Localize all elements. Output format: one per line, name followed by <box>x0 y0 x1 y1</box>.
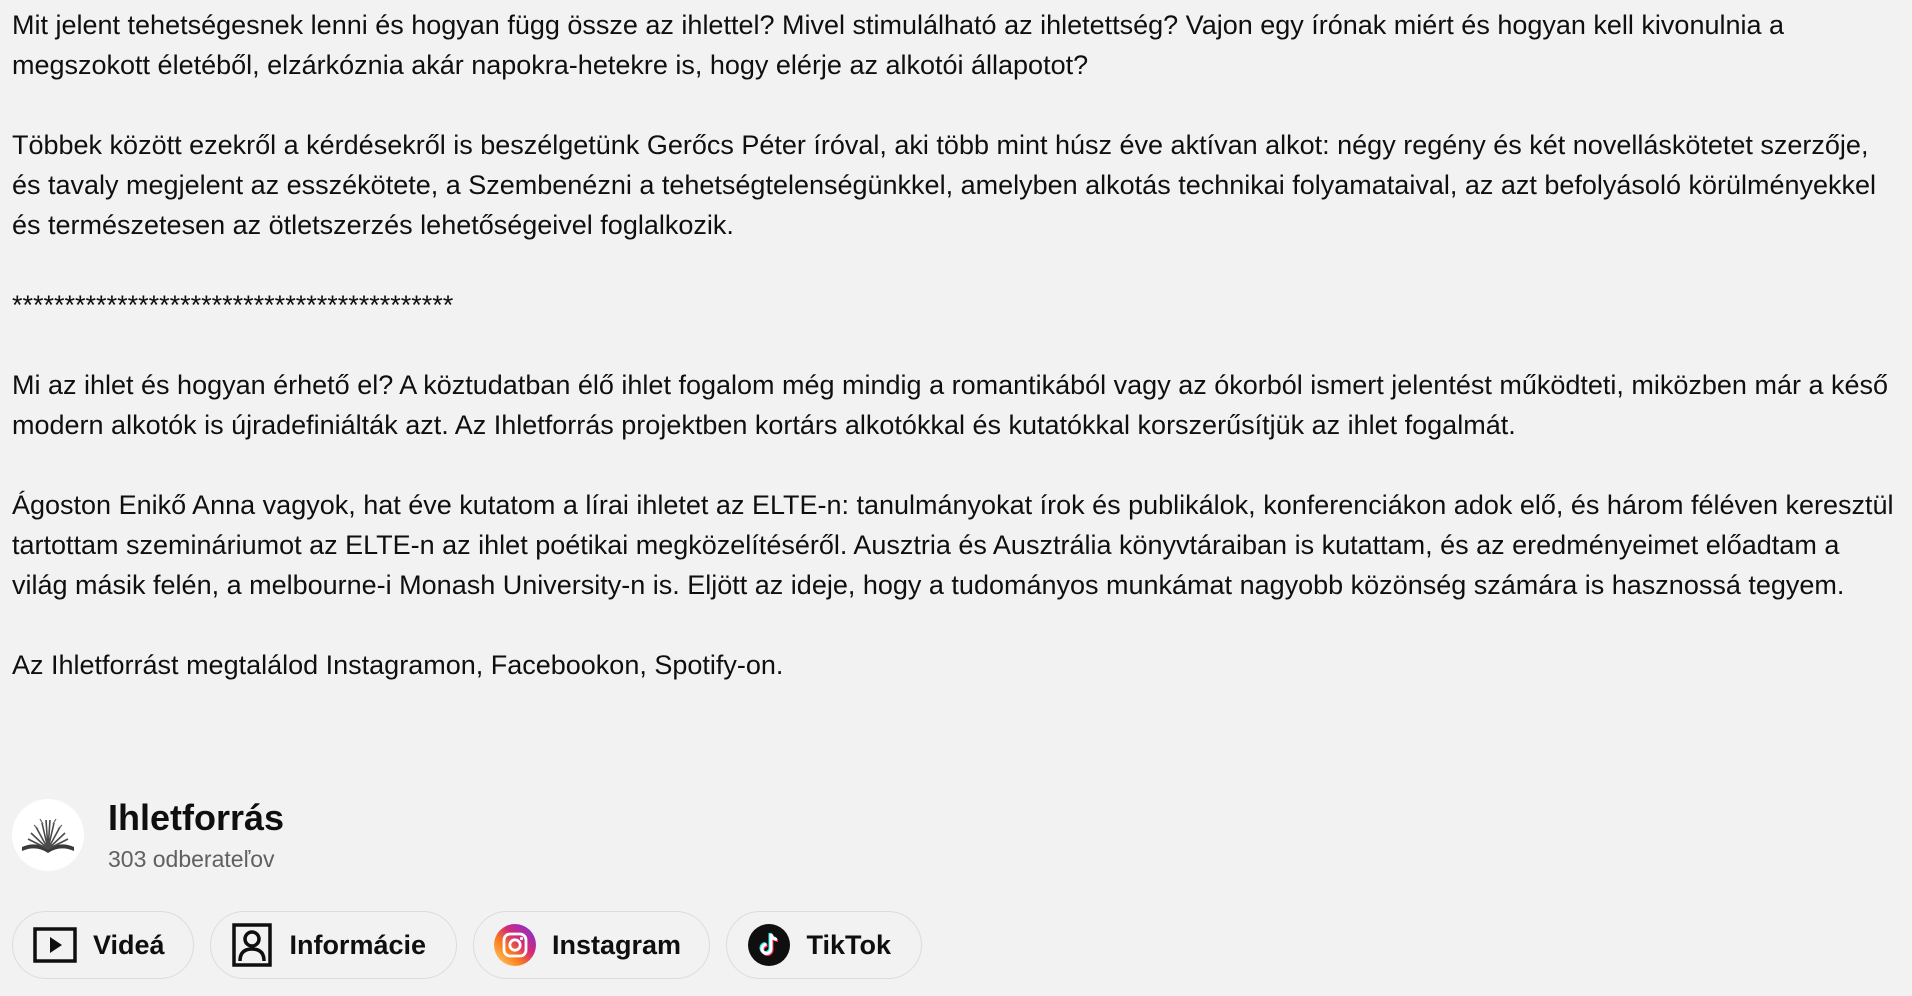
description-paragraph: Mit jelent tehetségesnek lenni és hogyan függ össze az ihlettel? Mivel stimulálható az ihletettség? Vajon egy írónak miért és hogyan kell kivonulnia a megszokott életéből, elzárkóznia akár napokra-hetekre is, hogy elérje az alkotói állapotot? <box>12 10 1785 80</box>
play-box-icon <box>33 923 77 967</box>
channel-links <box>12 911 922 979</box>
open-book-icon <box>16 803 80 867</box>
subscriber-count: 303 odberateľov <box>108 846 275 872</box>
about-label: Informácie <box>289 929 426 960</box>
tiktok-icon <box>747 923 790 967</box>
instagram-link[interactable] <box>473 911 710 979</box>
description-paragraph: Ágoston Enikő Anna vagyok, hat éve kutatom a lírai ihletet az ELTE-n: tanulmányokat írok és publikálok, konferenciákon adok elő, és három féléven keresztül tartottam szemináriumot az ELTE-n az ihlet poétikai megközelítéséről. Ausztria és Ausztrália könyvtáraiban is kutattam, és az eredményeimet előadtam a világ másik felén, a melbourne-i Monash University-n is. Eljött az ideje, hogy a tudományos munkámat nagyobb közönség számára is hasznossá tegyem. <box>12 490 1894 600</box>
instagram-icon <box>494 923 536 967</box>
tiktok-label: TikTok <box>806 929 891 960</box>
tiktok-link[interactable] <box>726 911 922 979</box>
description-paragraph: Többek között ezekről a kérdésekről is beszélgetünk Gerőcs Péter íróval, aki több mint húsz éve aktívan alkot: négy regény és két novelláskötetet szerzője, és tavaly megjelent az esszékötete, a Szembenézni a tehetségtelenségünkkel, amelyben alkotás technikai folyamataival, az azt befolyásoló körülményekkel és természetesen az ötletszerzés lehetőségeivel foglalkozik. <box>12 130 1877 240</box>
videos-button[interactable] <box>12 911 194 979</box>
channel-avatar[interactable] <box>12 799 84 871</box>
person-box-icon <box>231 923 273 967</box>
description-paragraph: Mi az ihlet és hogyan érhető el? A köztudatban élő ihlet fogalom még mindig a romantikából vagy az ókorból ismert jelentést működteti, miközben már a késő modern alkotók is újradefiniálták azt. Az Ihletforrás projektben kortárs alkotókkal és kutatókkal korszerűsítjük az ihlet fogalmát. <box>12 370 1888 440</box>
channel-card[interactable] <box>12 797 284 873</box>
instagram-label: Instagram <box>552 929 682 960</box>
video-description <box>12 5 1902 725</box>
description-paragraph: Az Ihletforrást megtalálod Instagramon, Facebookon, Spotify-on. <box>12 650 784 680</box>
about-button[interactable] <box>210 911 457 979</box>
channel-name[interactable]: Ihletforrás <box>108 797 285 838</box>
videos-label: Videá <box>93 929 165 960</box>
description-separator: ****************************************** <box>12 290 454 320</box>
